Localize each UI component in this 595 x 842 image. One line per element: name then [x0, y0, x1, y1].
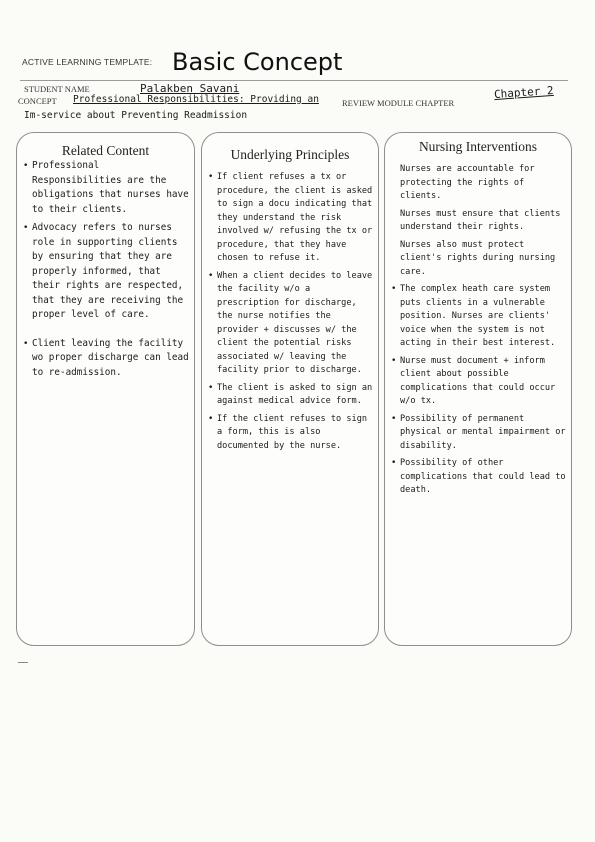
bullet: • — [391, 284, 397, 294]
list-item — [391, 283, 567, 351]
column-body — [208, 171, 374, 457]
column-body — [391, 163, 567, 502]
item-text: Possibility of other complications that could lead to death. — [400, 458, 566, 495]
list-item — [391, 457, 567, 498]
list-item — [391, 239, 567, 280]
bullet: • — [208, 270, 214, 281]
column-nursing-interventions — [384, 132, 572, 646]
list-item — [23, 159, 190, 217]
bullet: • — [23, 161, 29, 171]
list-item — [208, 270, 374, 378]
item-text: When a client decides to leave the facility w/o a prescription for discharge, the nurse notifies the provider + discusses w/ the client the potential risks associated w/ leaving the facility prior to discharge. — [217, 270, 373, 375]
item-text: Nurse must document + inform client about possible complications that could occur w/o tx. — [400, 355, 556, 406]
bullet: • — [208, 172, 214, 182]
list-item — [208, 382, 374, 409]
list-item — [23, 337, 190, 381]
column-title: Underlying Principles — [230, 147, 350, 162]
review-module-label: REVIEW MODULE CHAPTER — [342, 98, 455, 108]
item-text: Possibility of permanent physical or mental impairment or disability. — [400, 413, 566, 451]
bullet: • — [391, 458, 397, 468]
template-label: ACTIVE LEARNING TEMPLATE: — [22, 57, 153, 67]
list-item — [391, 163, 567, 204]
column-body — [23, 159, 190, 384]
bullet: • — [391, 413, 397, 424]
item-text: Nurses must ensure that clients understand their rights. — [400, 208, 561, 232]
bullet: • — [23, 223, 29, 233]
item-text: If client refuses a tx or procedure, the client is asked to sign a docu indicating that they understand the risk involved w/ refusing the tx or procedure, that they have chosen to refuse it. — [217, 172, 373, 263]
item-text: Nurses also must protect client's rights during nursing care. — [400, 239, 556, 277]
review-module-value: Chapter 2 — [493, 83, 554, 102]
item-text: The client is asked to sign an against medical advice form. — [217, 382, 373, 406]
item-text: Advocacy refers to nurses role in supporting clients by ensuring that they are properly informed, that their rights are respected, that they are receiving the proper level of care. — [32, 222, 184, 320]
item-text: Client leaving the facility wo proper discharge can lead to re-admission. — [32, 337, 189, 378]
list-item — [391, 413, 567, 454]
item-text: Nurses are accountable for protecting the rights of clients. — [400, 164, 535, 201]
concept-value-line2: Im-service about Preventing Readmission — [24, 110, 248, 121]
column-title: Nursing Interventions — [418, 139, 538, 154]
item-text: Professional Responsibilities are the obligations that nurses have to their clients. — [32, 160, 189, 215]
header-divider — [20, 80, 568, 81]
list-item — [208, 413, 374, 454]
bullet: • — [23, 338, 29, 349]
list-item — [23, 221, 190, 323]
list-item — [391, 208, 567, 235]
concept-label: CONCEPT — [18, 96, 57, 106]
item-text: The complex heath care system puts clients in a vulnerable position. Nurses are clients' voice when the system is not acting in their best interest. — [400, 284, 556, 348]
list-item — [391, 355, 567, 409]
column-underlying-principles — [201, 132, 379, 646]
concept-value-line1: Professional Responsibilities: Providing an — [73, 94, 319, 105]
column-related-content — [16, 132, 195, 646]
student-name-value: Palakben Savani — [140, 82, 240, 95]
item-text: If the client refuses to sign a form, this is also documented by the nurse. — [217, 413, 368, 451]
list-item — [208, 171, 374, 266]
bullet: • — [208, 413, 214, 424]
template-title: Basic Concept — [172, 48, 343, 76]
column-title: Related Content — [61, 143, 150, 158]
student-name-label: STUDENT NAME — [24, 84, 90, 94]
page-mark — [18, 662, 28, 669]
bullet: • — [208, 382, 214, 393]
bullet: • — [391, 355, 397, 366]
